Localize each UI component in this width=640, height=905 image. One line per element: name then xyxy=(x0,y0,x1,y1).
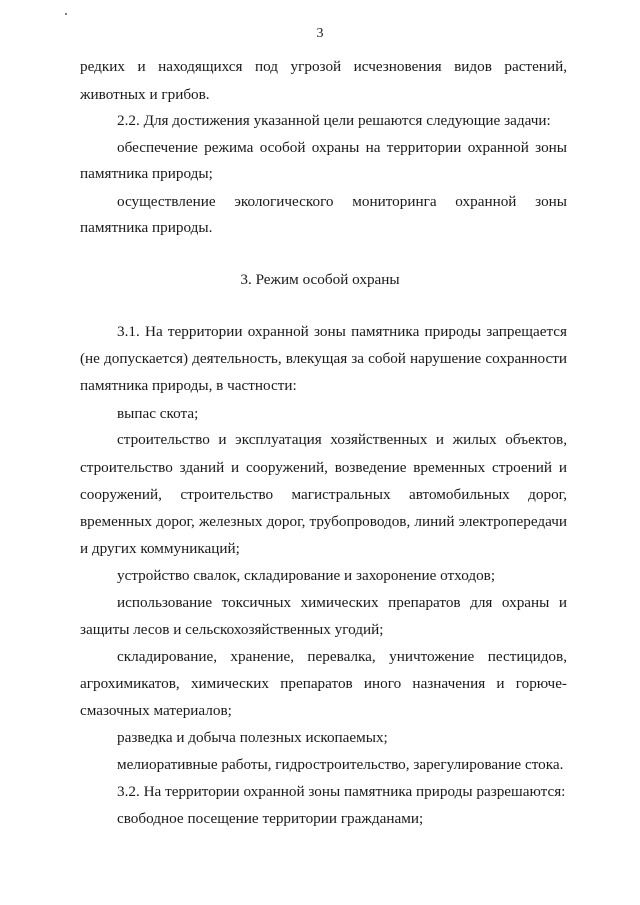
text-line: памятника природы, в частности: xyxy=(80,377,297,394)
text-line: сооружений, строительство магистральных автомобильных дорог, xyxy=(80,486,567,503)
text-line: устройство свалок, складирование и захоронение отходов; xyxy=(117,567,496,584)
text-line: осуществление экологического мониторинга охранной зоны xyxy=(117,193,567,210)
text-line: 3.1. На территории охранной зоны памятника природы запрещается xyxy=(117,323,567,340)
text-line: защиты лесов и сельскохозяйственных угодий; xyxy=(80,621,384,638)
text-line: и других коммуникаций; xyxy=(80,540,240,557)
text-line: временных дорог, железных дорог, трубопроводов, линий электропередачи xyxy=(80,513,567,530)
text-line: складирование, хранение, перевалка, уничтожение пестицидов, xyxy=(117,648,567,665)
text-line: животных и грибов. xyxy=(80,86,210,103)
section-heading: 3. Режим особой охраны xyxy=(240,271,400,288)
text-line: памятника природы; xyxy=(80,165,213,182)
text-line: редких и находящихся под угрозой исчезновения видов растений, xyxy=(80,58,567,75)
text-line: выпас скота; xyxy=(117,405,199,422)
text-line: (не допускается) деятельность, влекущая за собой нарушение сохранности xyxy=(80,350,567,367)
page-number: 3 xyxy=(316,26,324,41)
text-line: использование токсичных химических препаратов для охраны и xyxy=(117,594,567,611)
text-line: смазочных материалов; xyxy=(80,702,232,719)
text-line: 2.2. Для достижения указанной цели решаются следующие задачи: xyxy=(117,112,551,129)
text-line: памятника природы. xyxy=(80,219,213,236)
text-line: свободное посещение территории гражданами; xyxy=(117,810,424,827)
text-line: агрохимикатов, химических препаратов иного назначения и горюче- xyxy=(80,675,567,692)
text-line: 3.2. На территории охранной зоны памятника природы разрешаются: xyxy=(117,783,566,800)
text-line: строительство зданий и сооружений, возведение временных строений и xyxy=(80,459,567,476)
text-line: строительство и эксплуатация хозяйственных и жилых объектов, xyxy=(117,431,567,448)
text-line: обеспечение режима особой охраны на территории охранной зоны xyxy=(117,139,567,156)
text-line: разведка и добыча полезных ископаемых; xyxy=(117,729,388,746)
scan-mark xyxy=(65,13,67,15)
text-line: мелиоративные работы, гидростроительство, зарегулирование стока. xyxy=(117,756,564,773)
